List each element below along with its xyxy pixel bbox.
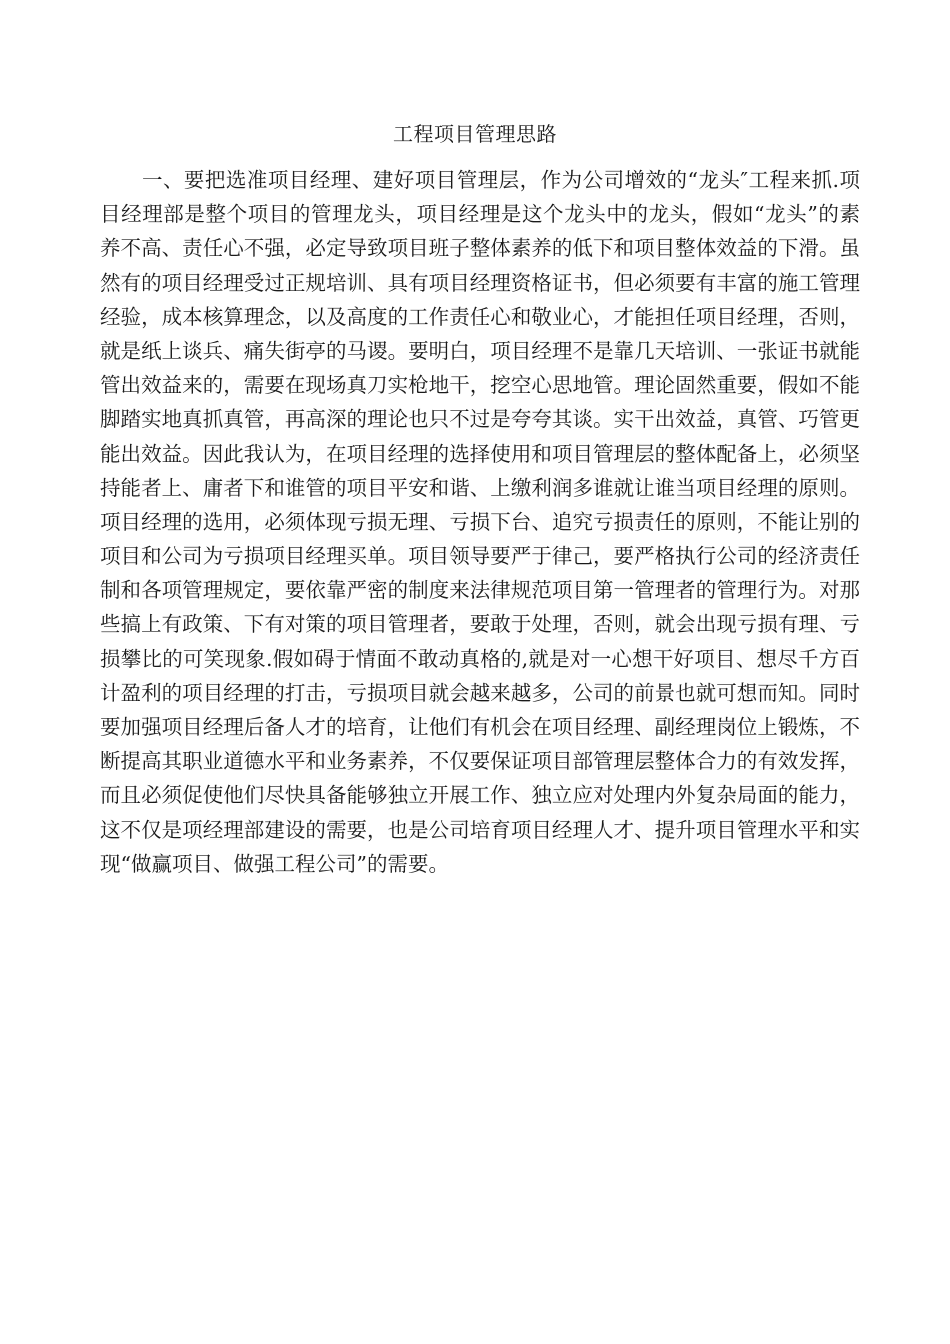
text-line: 而且必须促使他们尽快具备能够独立开展工作、独立应对处理内外复杂局面的能力， [100, 783, 860, 808]
text-line: 管出效益来的，需要在现场真刀实枪地干，挖空心思地管。理论固然重要，假如不能 [100, 373, 860, 398]
text-line: 这不仅是项经理部建设的需要，也是公司培育项目经理人才、提升项目管理水平和实 [100, 817, 860, 842]
text-line: 断提高其职业道德水平和业务素养，不仅要保证项目部管理层整体合力的有效发挥， [100, 749, 860, 774]
text-line: 项目经理的选用，必须体现亏损无理、亏损下台、追究亏损责任的原则，不能让别的 [100, 509, 860, 534]
text-line: 计盈利的项目经理的打击，亏损项目就会越来越多，公司的前景也就可想而知。同时 [100, 680, 860, 705]
text-line: 脚踏实地真抓真管，再高深的理论也只不过是夸夸其谈。实干出效益，真管、巧管更 [100, 407, 860, 432]
text-line: 养不高、责任心不强，必定导致项目班子整体素养的低下和项目整体效益的下滑。虽 [100, 236, 860, 261]
text-line: 能出效益。因此我认为，在项目经理的选择使用和项目管理层的整体配备上，必须坚 [100, 441, 860, 466]
text-line: 经验，成本核算理念，以及高度的工作责任心和敬业心，才能担任项目经理，否则， [100, 304, 860, 329]
text-line: 目经理部是整个项目的管理龙头，项目经理是这个龙头中的龙头，假如“龙头”的素 [100, 202, 860, 227]
text-line: 要加强项目经理后备人才的培育，让他们有机会在项目经理、副经理岗位上锻炼，不 [100, 715, 860, 739]
body-text [100, 163, 860, 881]
text-line: 损攀比的可笑现象.假如碍于情面不敢动真格的,就是对一心想干好项目、想尽千方百 [100, 646, 860, 671]
text-line: 然有的项目经理受过正规培训、具有项目经理资格证书，但必须要有丰富的施工管理 [100, 270, 860, 295]
text-line: 就是纸上谈兵、痛失街亭的马谡。要明白，项目经理不是靠几天培训、一张证书就能 [100, 338, 860, 363]
text-line: 持能者上、庸者下和谁管的项目平安和谐、上缴利润多谁就让谁当项目经理的原则。 [100, 475, 860, 500]
document-title: 工程项目管理思路 [393, 122, 557, 146]
text-line: 制和各项管理规定，要依靠严密的制度来法律规范项目第一管理者的管理行为。对那 [100, 578, 860, 603]
text-line: 现“做赢项目、做强工程公司”的需要。 [100, 851, 449, 876]
text-line: 些搞上有政策、下有对策的项目管理者，要敢于处理，否则，就会出现亏损有理、亏 [100, 612, 860, 637]
text-line: 一、要把选准项目经理、建好项目管理层，作为公司增效的“龙头″工程来抓.项 [100, 168, 860, 192]
text-line: 项目和公司为亏损项目经理买单。项目领导要严于律己，要严格执行公司的经济责任 [100, 544, 860, 569]
